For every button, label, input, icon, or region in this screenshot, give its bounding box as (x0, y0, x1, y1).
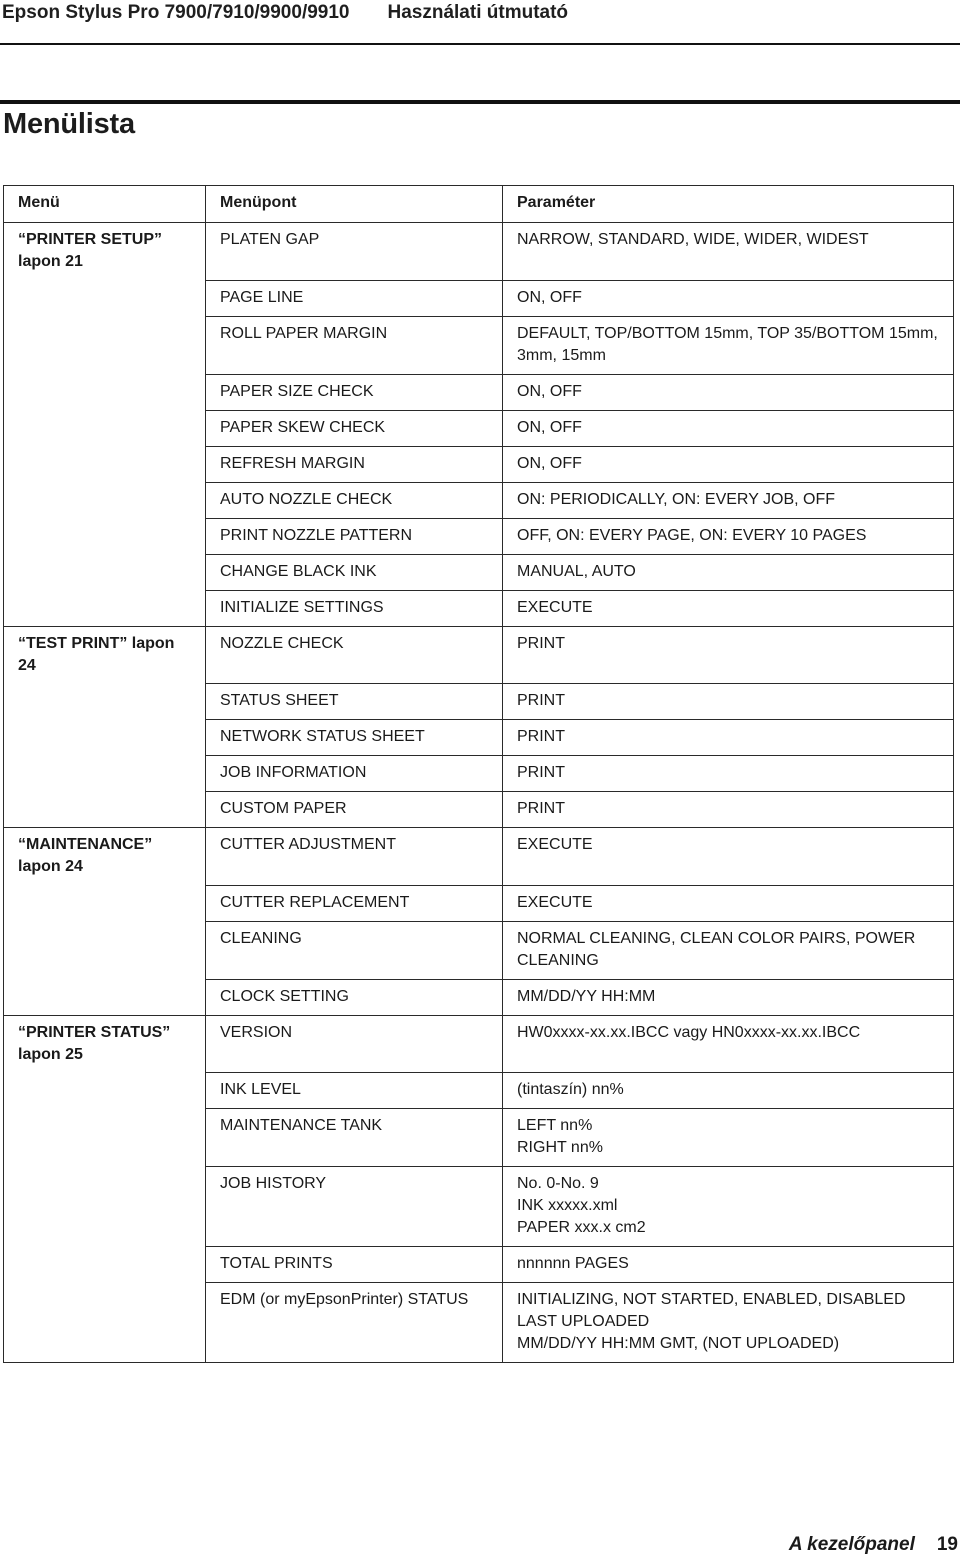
menu-table (3, 185, 954, 1363)
column-header-menu: Menü (4, 186, 206, 223)
parameter-cell: EXECUTE (503, 590, 954, 626)
table-row (4, 316, 954, 374)
table-row (4, 626, 954, 684)
parameter-cell: nnnnnn PAGES (503, 1247, 954, 1283)
menu-group-cell (4, 590, 206, 626)
menu-item-cell: INITIALIZE SETTINGS (206, 590, 503, 626)
page-title: Menülista (3, 108, 135, 140)
menu-item-cell: ROLL PAPER MARGIN (206, 316, 503, 374)
menu-item-cell: JOB INFORMATION (206, 756, 503, 792)
parameter-cell: INITIALIZING, NOT STARTED, ENABLED, DISABLED LAST UPLOADED MM/DD/YY HH:MM GMT, (NOT UPLOADED) (503, 1283, 954, 1363)
parameter-cell: PRINT (503, 756, 954, 792)
header-manual-title: Használati útmutató (387, 2, 569, 23)
menu-group-cell (4, 482, 206, 518)
table-row (4, 1109, 954, 1167)
menu-item-cell: CUSTOM PAPER (206, 792, 503, 828)
table-row (4, 554, 954, 590)
parameter-cell: DEFAULT, TOP/BOTTOM 15mm, TOP 35/BOTTOM 15mm, 3mm, 15mm (503, 316, 954, 374)
menu-item-cell: CLOCK SETTING (206, 979, 503, 1015)
parameter-cell: PRINT (503, 684, 954, 720)
parameter-cell: HW0xxxx-xx.xx.IBCC vagy HN0xxxx-xx.xx.IBCC (503, 1015, 954, 1073)
menu-group-cell (4, 921, 206, 979)
column-header-parameter: Paraméter (503, 186, 954, 223)
menu-item-cell: VERSION (206, 1015, 503, 1073)
menu-item-cell: PAPER SKEW CHECK (206, 410, 503, 446)
table-row (4, 410, 954, 446)
menu-item-cell: EDM (or myEpsonPrinter) STATUS (206, 1283, 503, 1363)
menu-item-cell: NOZZLE CHECK (206, 626, 503, 684)
menu-group-label: “TEST PRINT” lapon 24 (4, 626, 206, 684)
menu-group-cell (4, 885, 206, 921)
table-row (4, 756, 954, 792)
parameter-cell: NARROW, STANDARD, WIDE, WIDER, WIDEST (503, 223, 954, 281)
menu-item-cell: AUTO NOZZLE CHECK (206, 482, 503, 518)
parameter-cell: MANUAL, AUTO (503, 554, 954, 590)
menu-item-cell: TOTAL PRINTS (206, 1247, 503, 1283)
table-row (4, 1073, 954, 1109)
menu-item-cell: PAGE LINE (206, 280, 503, 316)
menu-group-cell (4, 1283, 206, 1363)
menu-group-cell (4, 554, 206, 590)
menu-item-cell: STATUS SHEET (206, 684, 503, 720)
menu-group-cell (4, 1073, 206, 1109)
table-row (4, 792, 954, 828)
parameter-cell: ON, OFF (503, 280, 954, 316)
table-row (4, 921, 954, 979)
menu-group-cell (4, 374, 206, 410)
parameter-cell: LEFT nn% RIGHT nn% (503, 1109, 954, 1167)
menu-item-cell: INK LEVEL (206, 1073, 503, 1109)
menu-item-cell: JOB HISTORY (206, 1167, 503, 1247)
page-footer (789, 1534, 958, 1556)
parameter-cell: (tintaszín) nn% (503, 1073, 954, 1109)
parameter-cell: PRINT (503, 720, 954, 756)
header-product: Epson Stylus Pro 7900/7910/9900/9910 (2, 2, 350, 23)
menu-group-cell (4, 720, 206, 756)
menu-group-cell (4, 316, 206, 374)
table-row (4, 223, 954, 281)
menu-item-cell: PRINT NOZZLE PATTERN (206, 518, 503, 554)
parameter-cell: NORMAL CLEANING, CLEAN COLOR PAIRS, POWER CLEANING (503, 921, 954, 979)
table-body (4, 223, 954, 1363)
table-row (4, 590, 954, 626)
header-rule (0, 43, 960, 45)
menu-item-cell: CLEANING (206, 921, 503, 979)
column-header-item: Menüpont (206, 186, 503, 223)
menu-group-cell (4, 756, 206, 792)
menu-group-cell (4, 979, 206, 1015)
footer-section: A kezelőpanel (788, 1534, 915, 1555)
menu-item-cell: CUTTER REPLACEMENT (206, 885, 503, 921)
menu-group-cell (4, 446, 206, 482)
menu-group-cell (4, 684, 206, 720)
table-row (4, 1167, 954, 1247)
table-row (4, 1015, 954, 1073)
menu-item-cell: REFRESH MARGIN (206, 446, 503, 482)
menu-group-cell (4, 1247, 206, 1283)
menu-item-cell: PAPER SIZE CHECK (206, 374, 503, 410)
parameter-cell: PRINT (503, 792, 954, 828)
table-row (4, 1283, 954, 1363)
menu-group-label: “PRINTER SETUP” lapon 21 (4, 223, 206, 281)
menu-group-cell (4, 518, 206, 554)
menu-item-cell: MAINTENANCE TANK (206, 1109, 503, 1167)
menu-group-label: “PRINTER STATUS” lapon 25 (4, 1015, 206, 1073)
menu-item-cell: PLATEN GAP (206, 223, 503, 281)
table-row (4, 885, 954, 921)
section-rule (0, 100, 960, 104)
parameter-cell: ON, OFF (503, 446, 954, 482)
table-row (4, 482, 954, 518)
menu-group-cell (4, 410, 206, 446)
parameter-cell: ON, OFF (503, 374, 954, 410)
parameter-cell: PRINT (503, 626, 954, 684)
menu-group-cell (4, 280, 206, 316)
table-row (4, 979, 954, 1015)
menu-item-cell: CUTTER ADJUSTMENT (206, 828, 503, 886)
table-row (4, 280, 954, 316)
menu-group-label: “MAINTENANCE” lapon 24 (4, 828, 206, 886)
parameter-cell: EXECUTE (503, 828, 954, 886)
running-header (2, 0, 568, 28)
table-row (4, 374, 954, 410)
menu-item-cell: NETWORK STATUS SHEET (206, 720, 503, 756)
table-row (4, 1247, 954, 1283)
parameter-cell: MM/DD/YY HH:MM (503, 979, 954, 1015)
parameter-cell: ON, OFF (503, 410, 954, 446)
table-row (4, 446, 954, 482)
table-row (4, 518, 954, 554)
table-header-row (4, 186, 954, 223)
parameter-cell: EXECUTE (503, 885, 954, 921)
page-number: 19 (936, 1534, 958, 1555)
table-row (4, 828, 954, 886)
menu-group-cell (4, 792, 206, 828)
parameter-cell: No. 0-No. 9 INK xxxxx.xml PAPER xxx.x cm2 (503, 1167, 954, 1247)
table-row (4, 720, 954, 756)
parameter-cell: ON: PERIODICALLY, ON: EVERY JOB, OFF (503, 482, 954, 518)
menu-group-cell (4, 1109, 206, 1167)
menu-item-cell: CHANGE BLACK INK (206, 554, 503, 590)
parameter-cell: OFF, ON: EVERY PAGE, ON: EVERY 10 PAGES (503, 518, 954, 554)
menu-group-cell (4, 1167, 206, 1247)
table-row (4, 684, 954, 720)
